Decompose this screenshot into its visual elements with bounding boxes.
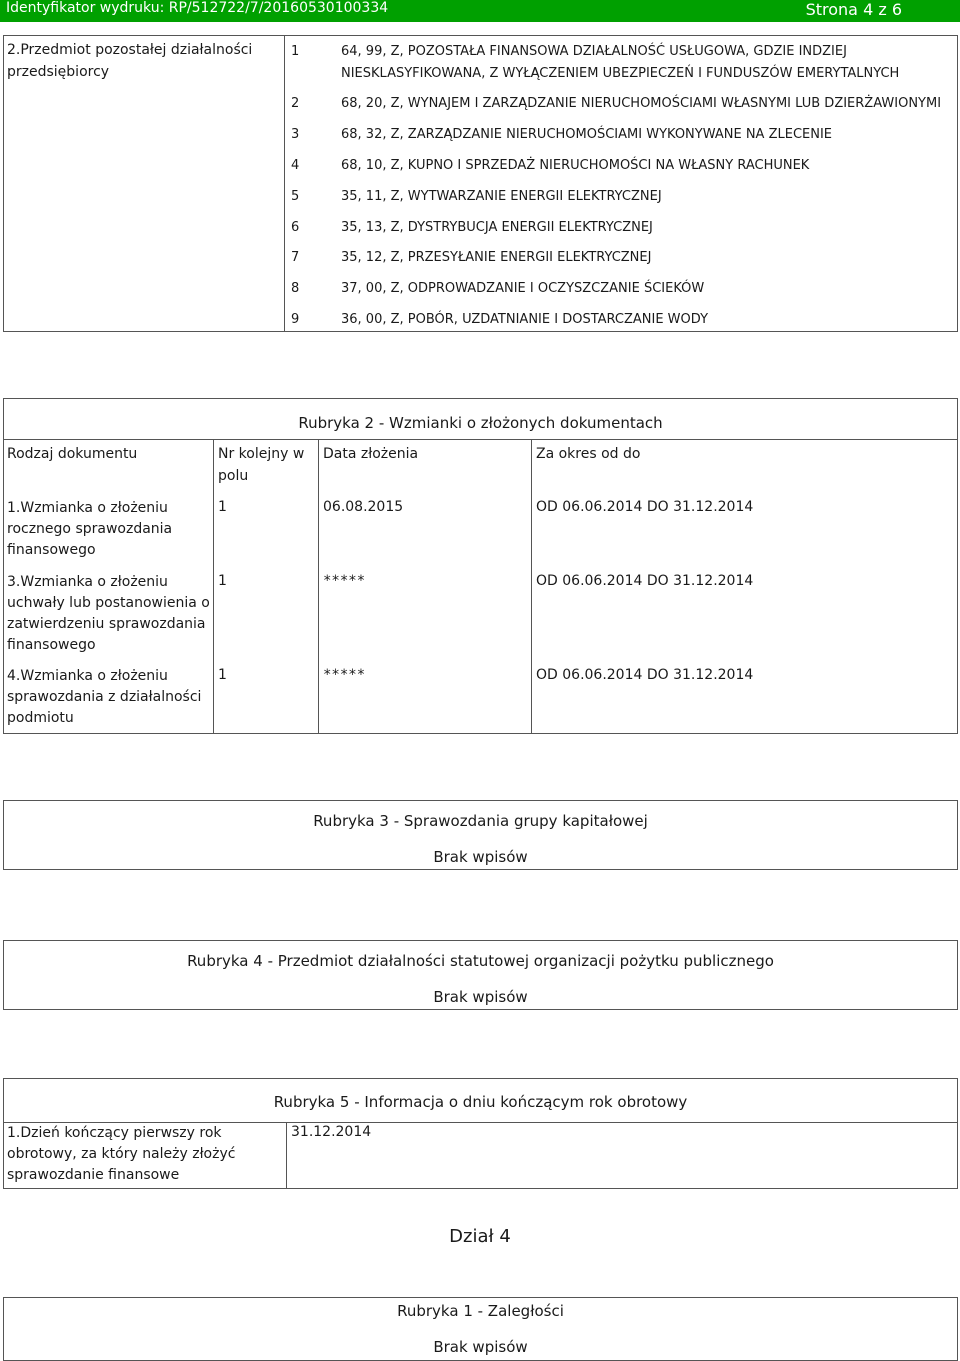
activity-item-num: 9 [291, 312, 300, 327]
activity-item-text: 37, 00, Z, ODPROWADZANIE I OCZYSZCZANIE ŚCIEKÓW [341, 281, 705, 296]
activity-item-text: 68, 32, Z, ZARZĄDZANIE NIERUCHOMOŚCIAMI WYKONYWANE NA ZLECENIE [341, 127, 833, 142]
activity-item-num: 7 [291, 250, 300, 265]
activity-item-text: 68, 10, Z, KUPNO I SPRZEDAŻ NIERUCHOMOŚCI NA WŁASNY RACHUNEK [341, 158, 810, 173]
table-row-period: OD 06.06.2014 DO 31.12.2014 [536, 667, 754, 683]
rubryka5-value-cell [286, 1122, 958, 1189]
col-header-nr-cont: polu [218, 468, 249, 484]
activity-item-text: 35, 13, Z, DYSTRYBUCJA ENERGII ELEKTRYCZNEJ [341, 220, 653, 235]
activity-item-num: 6 [291, 220, 300, 235]
rubryka4-box [3, 940, 958, 1010]
page-number: Strona 4 z 6 [805, 0, 902, 19]
col-header-date: Data złożenia [323, 446, 419, 462]
dzial4-rubryka1-box [3, 1297, 958, 1361]
table-row-date: 06.08.2015 [323, 499, 404, 515]
activity-item-text: 35, 11, Z, WYTWARZANIE ENERGII ELEKTRYCZNEJ [341, 189, 662, 204]
activity-item-text: 35, 12, Z, PRZESYŁANIE ENERGII ELEKTRYCZNEJ [341, 250, 652, 265]
activity-item-num: 8 [291, 281, 300, 296]
rubryka3-value: Brak wpisów [433, 848, 528, 866]
table-row-type: 4.Wzmianka o złożeniu sprawozdania z działalności podmiotu [7, 668, 202, 726]
activity-item-text: 64, 99, Z, POZOSTAŁA FINANSOWA DZIAŁALNOŚĆ USŁUGOWA, GDZIE INDZIEJ [341, 44, 847, 59]
rubryka3-title: Rubryka 3 - Sprawozdania grupy kapitałowej [313, 812, 648, 830]
secondary-activity-label-cont: przedsiębiorcy [7, 64, 110, 80]
dzial4-title: Dział 4 [449, 1226, 511, 1247]
table-row-nr: 1 [218, 667, 227, 683]
rubryka5-title-box [3, 1078, 958, 1123]
rubryka4-title: Rubryka 4 - Przedmiot działalności statutowej organizacji pożytku publicznego [187, 952, 774, 970]
activity-item-text: 68, 20, Z, WYNAJEM I ZARZĄDZANIE NIERUCHOMOŚCIAMI WŁASNYMI LUB DZIERŻAWIONYMI [341, 96, 942, 111]
activity-item-text-cont: NIESKLASYFIKOWANA, Z WYŁĄCZENIEM UBEZPIECZEŃ I FUNDUSZÓW EMERYTALNYCH [341, 66, 900, 81]
table-row-date: ***** [323, 573, 366, 589]
rubryka5-title: Rubryka 5 - Informacja o dniu kończącym rok obrotowy [273, 1093, 688, 1111]
col-header-type: Rodzaj dokumentu [7, 446, 138, 462]
dzial4-rubryka1-title: Rubryka 1 - Zaległości [397, 1302, 564, 1320]
print-header-bar [0, 0, 960, 22]
print-identifier: Identyfikator wydruku: RP/512722/7/20160530100334 [6, 0, 389, 16]
rubryka4-value: Brak wpisów [433, 988, 528, 1006]
activity-item-num: 5 [291, 189, 300, 204]
table-row-period: OD 06.06.2014 DO 31.12.2014 [536, 573, 754, 589]
activity-item-num: 1 [291, 44, 300, 59]
table-row-nr: 1 [218, 573, 227, 589]
activity-item-num: 4 [291, 158, 300, 173]
rubryka2-title-box [3, 398, 958, 440]
col-header-nr: Nr kolejny w [218, 446, 305, 462]
rubryka5-label: 1.Dzień kończący pierwszy rok obrotowy, za który należy złożyć sprawozdanie finansowe [7, 1125, 236, 1183]
table-row-period: OD 06.06.2014 DO 31.12.2014 [536, 499, 754, 515]
dzial4-rubryka1-value: Brak wpisów [433, 1338, 528, 1356]
table-row-type: 3.Wzmianka o złożeniu uchwały lub postanowienia o zatwierdzeniu sprawozdania finansowego [7, 574, 210, 653]
table-row-type: 1.Wzmianka o złożeniu rocznego sprawozdania finansowego [7, 500, 173, 558]
table-row-date: ***** [323, 667, 366, 683]
activity-item-num: 2 [291, 96, 300, 111]
col-header-period: Za okres od do [536, 446, 641, 462]
rubryka5-value: 31.12.2014 [291, 1124, 372, 1140]
activity-item-text: 36, 00, Z, POBÓR, UZDATNIANIE I DOSTARCZANIE WODY [341, 312, 709, 327]
activity-item-num: 3 [291, 127, 300, 142]
secondary-activity-label: 2.Przedmiot pozostałej działalności [7, 42, 253, 58]
rubryka2-title: Rubryka 2 - Wzmianki o złożonych dokumentach [298, 414, 663, 432]
table-row-nr: 1 [218, 499, 227, 515]
rubryka3-box [3, 800, 958, 870]
